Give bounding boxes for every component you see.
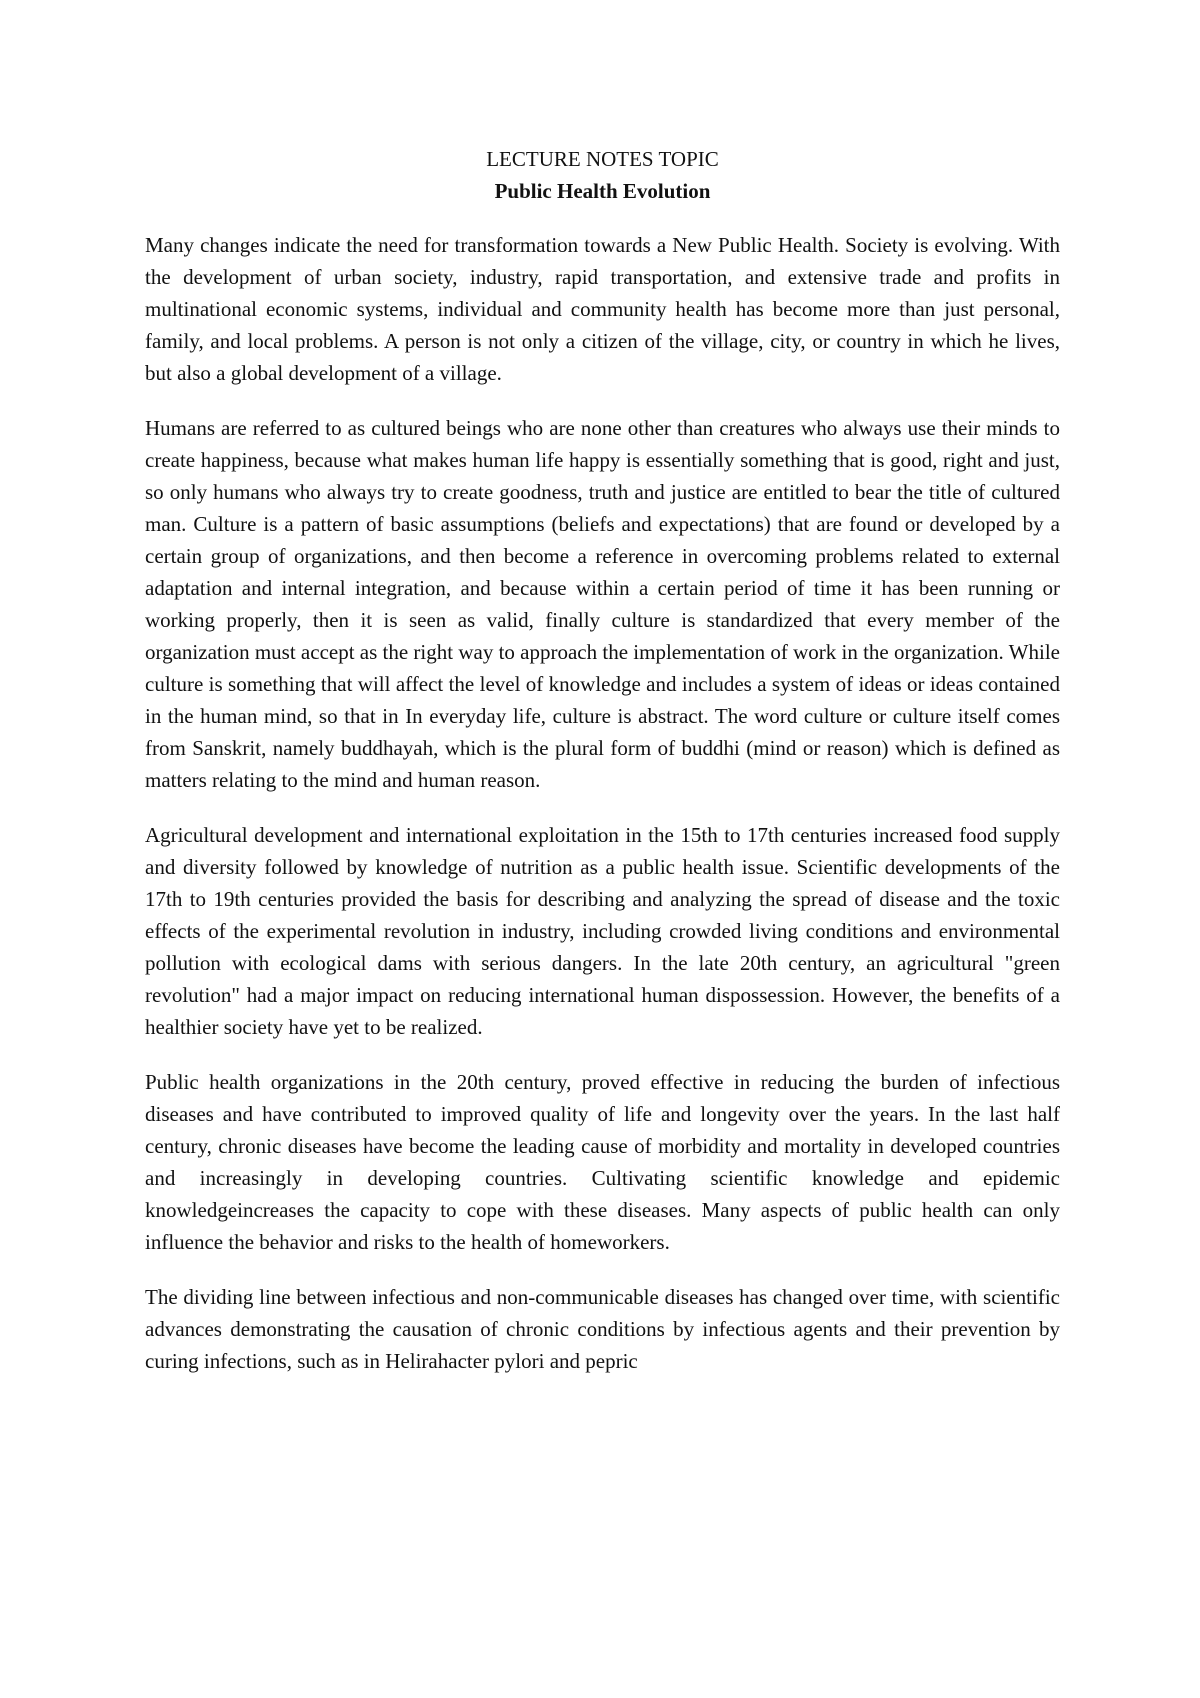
page-subtitle: Public Health Evolution (494, 179, 711, 203)
document-heading (145, 143, 1060, 207)
paragraph-2: Humans are referred to as cultured beings who are none other than creatures who always use their minds to create happiness, because what makes human life happy is essentially something that is good, right and just, so only humans who always try to create goodness, truth and justice are entitled to bear the title of cultured man. Culture is a pattern of basic assumptions (beliefs and expectations) that are found or developed by a certain group of organizations, and then become a reference in overcoming problems related to external adaptation and internal integration, and because within a certain period of time it has been running or working properly, then it is seen as valid, finally culture is standardized that every member of the organization must accept as the right way to approach the implementation of work in the organization. While culture is something that will affect the level of knowledge and includes a system of ideas or ideas contained in the human mind, so that in In everyday life, culture is abstract. The word culture or culture itself comes from Sanskrit, namely buddhayah, which is the plural form of buddhi (mind or reason) which is defined as matters relating to the mind and human reason. (145, 416, 1060, 792)
paragraph-4: Public health organizations in the 20th century, proved effective in reducing the burden of infectious diseases and have contributed to improved quality of life and longevity over the years. In the last half century, chronic diseases have become the leading cause of morbidity and mortality in developed countries and increasingly in developing countries. Cultivating scientific knowledge and epidemic knowledgeincreases the capacity to cope with these diseases. Many aspects of public health can only influence the behavior and risks to the health of homeworkers. (145, 1070, 1060, 1254)
paragraph-1: Many changes indicate the need for transformation towards a New Public Health. Society is evolving. With the development of urban society, industry, rapid transportation, and extensive trade and profits in multinational economic systems, individual and community health has become more than just personal, family, and local problems. A person is not only a citizen of the village, city, or country in which he lives, but also a global development of a village. (145, 233, 1060, 385)
page-title: LECTURE NOTES TOPIC (486, 147, 719, 171)
paragraph-5: The dividing line between infectious and non-communicable diseases has changed over time, with scientific advances demonstrating the causation of chronic conditions by infectious agents and their prevention by curing infections, such as in Helirahacter pylori and pepric (145, 1285, 1060, 1373)
paragraph-3: Agricultural development and international exploitation in the 15th to 17th centuries increased food supply and diversity followed by knowledge of nutrition as a public health issue. Scientific developments of the 17th to 19th centuries provided the basis for describing and analyzing the spread of disease and the toxic effects of the experimental revolution in industry, including crowded living conditions and environmental pollution with ecological dams with serious dangers. In the late 20th century, an agricultural "green revolution" had a major impact on reducing international human dispossession. However, the benefits of a healthier society have yet to be realized. (145, 823, 1060, 1039)
document-body (145, 143, 1060, 1377)
